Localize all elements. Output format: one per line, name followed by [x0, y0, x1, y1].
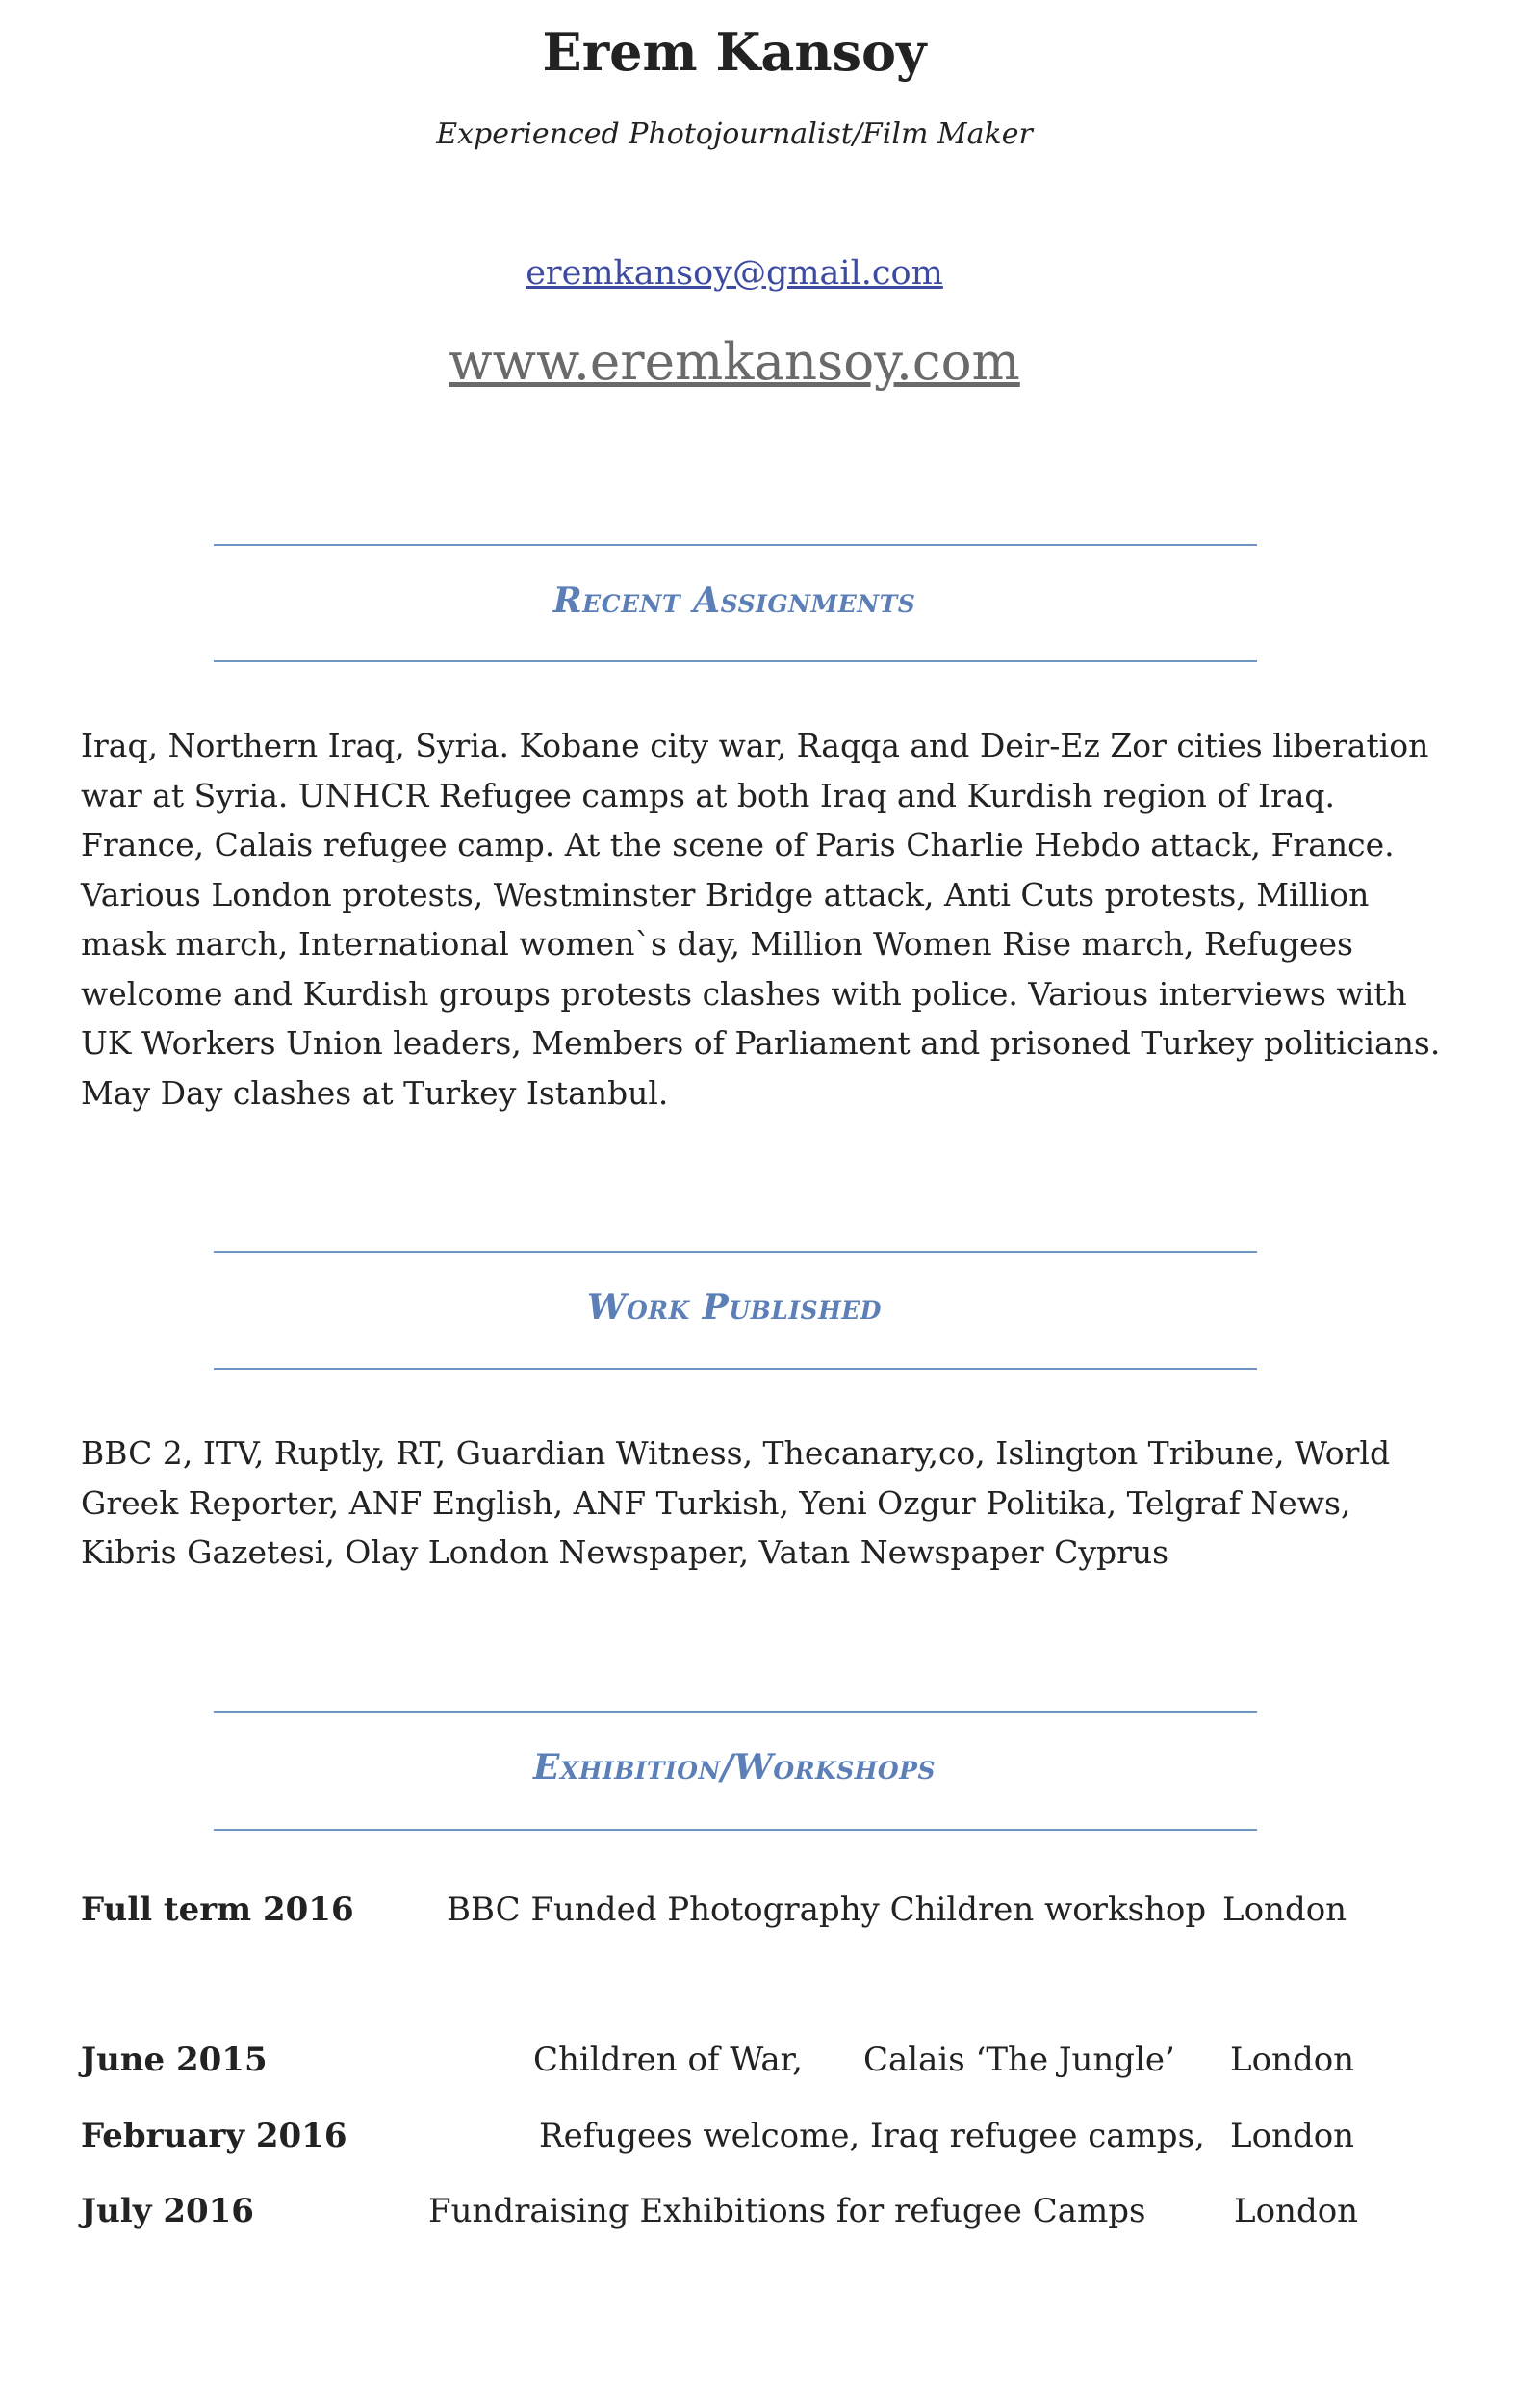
recent-assignments-text: Iraq, Northern Iraq, Syria. Kobane city war, Raqqa and Deir-Ez Zor cities liberation war at Syria. UNHCR Refugee camps at both Iraq and Kurdish region of Iraq. France, Calais refugee camp. At the scene of Paris Charlie Hebdo attack, France. Various London protests, Westminster Bridge attack, Anti Cuts protests, Million mask march, International women`s day, Million Women Rise march, Refugees welcome and Kurdish groups protests clashes with police. Various interviews with UK Workers Union leaders, Members of Parliament and prisoned Turkey politicians. May Day clashes at Turkey Istanbul.	[81, 727, 1441, 1112]
exhibition-date: February 2016	[81, 2117, 347, 2155]
email-link[interactable]: eremkansoy@gmail.com	[526, 254, 943, 293]
exhibition-title: BBC Funded Photography Children workshop	[447, 1890, 1207, 1929]
exhibition-location: London	[1222, 1890, 1348, 1929]
work-published-heading: Work Published	[587, 1287, 882, 1327]
section-divider-top	[214, 1711, 1257, 1713]
section-divider-bottom	[214, 660, 1257, 662]
exhibition-date: June 2015	[81, 2041, 268, 2079]
exhibition-title: Refugees welcome, Iraq refugee camps,	[539, 2117, 1205, 2155]
section-divider-top	[214, 544, 1257, 546]
exhibition-date: Full term 2016	[81, 1890, 354, 1929]
exhibition-entry	[0, 2192, 1540, 2240]
resume-tagline: Experienced Photojournalist/Film Maker	[436, 117, 1033, 151]
exhibition-location: London	[1230, 2041, 1355, 2079]
section-divider-top	[214, 1251, 1257, 1253]
exhibition-entry	[0, 1890, 1540, 1939]
exhibition-location: London	[1234, 2192, 1359, 2230]
recent-assignments-heading: Recent Assignments	[552, 580, 916, 621]
exhibition-title: Children of War,	[533, 2041, 803, 2079]
website-link[interactable]: www.eremkansoy.com	[449, 333, 1020, 392]
exhibition-location: London	[1230, 2117, 1355, 2155]
exhibition-date: July 2016	[81, 2192, 254, 2230]
resume-name: Erem Kansoy	[542, 21, 927, 83]
exhibition-subtitle: Calais ‘The Jungle’	[863, 2041, 1175, 2079]
exhibitions-heading: Exhibition/Workshops	[532, 1747, 937, 1788]
section-divider-bottom	[214, 1829, 1257, 1831]
section-divider-bottom	[214, 1368, 1257, 1370]
exhibition-entry	[0, 2117, 1540, 2165]
exhibition-entry	[0, 2041, 1540, 2089]
work-published-text: BBC 2, ITV, Ruptly, RT, Guardian Witness, Thecanary,co, Islington Tribune, World Greek Reporter, ANF English, ANF Turkish, Yeni Ozgur Politika, Telgraf News, Kibris Gazetesi, Olay London Newspaper, Vatan Newspaper Cyprus	[81, 1434, 1391, 1571]
exhibition-title: Fundraising Exhibitions for refugee Camps	[428, 2192, 1146, 2230]
